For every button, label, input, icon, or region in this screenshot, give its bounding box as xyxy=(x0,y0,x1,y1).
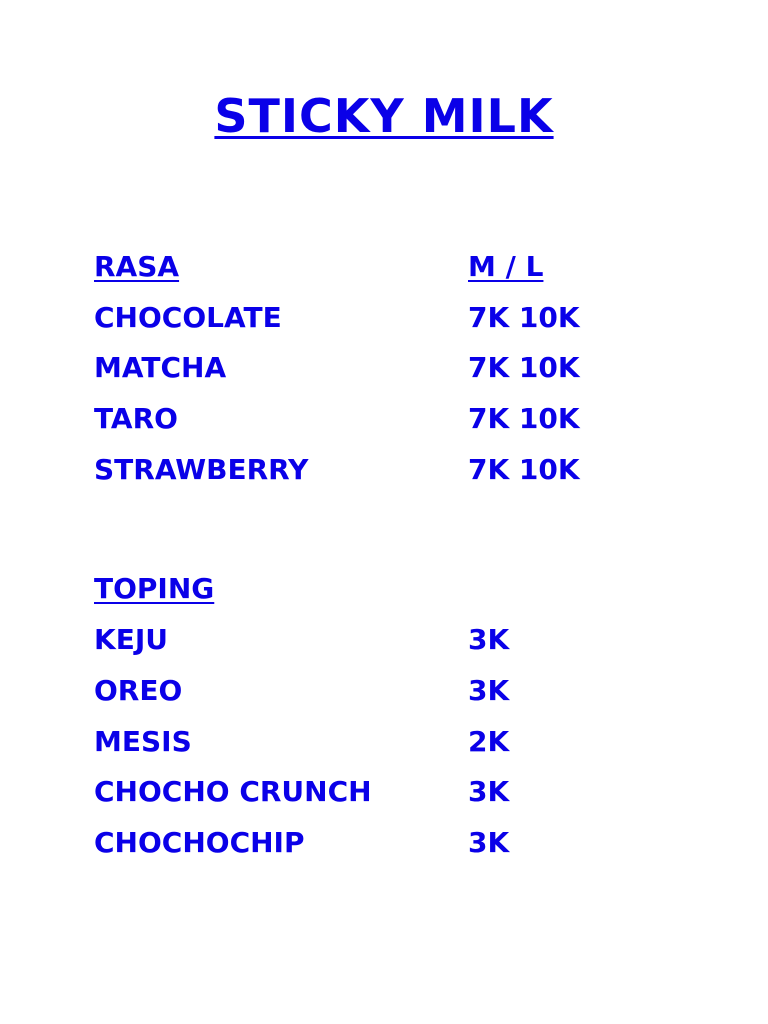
flavor-name: CHOCOLATE xyxy=(94,301,282,334)
toping-header-row xyxy=(94,569,694,609)
topping-name: CHOCHOCHIP xyxy=(94,826,305,859)
topping-name: MESIS xyxy=(94,725,192,758)
flavor-price: 7K 10K xyxy=(468,453,580,486)
menu-row xyxy=(94,348,694,388)
topping-price: 3K xyxy=(468,623,510,656)
flavor-price: 7K 10K xyxy=(468,301,580,334)
topping-price: 2K xyxy=(468,725,510,758)
topping-name: OREO xyxy=(94,674,183,707)
topping-price: 3K xyxy=(468,775,510,808)
flavor-name: STRAWBERRY xyxy=(94,453,309,486)
topping-name: CHOCHO CRUNCH xyxy=(94,775,372,808)
rasa-heading: RASA xyxy=(94,250,180,283)
menu-row xyxy=(94,399,694,439)
topping-price: 3K xyxy=(468,674,510,707)
flavor-price: 7K 10K xyxy=(468,351,580,384)
menu-row xyxy=(94,671,694,711)
toping-heading: TOPING xyxy=(94,572,215,605)
page-title: STICKY MILK xyxy=(214,89,554,143)
flavor-price: 7K 10K xyxy=(468,402,580,435)
menu-row xyxy=(94,450,694,490)
rasa-header-row xyxy=(94,247,694,287)
menu-row xyxy=(94,620,694,660)
menu-row xyxy=(94,298,694,338)
topping-price: 3K xyxy=(468,826,510,859)
menu-row xyxy=(94,722,694,762)
flavor-name: MATCHA xyxy=(94,351,227,384)
flavor-name: TARO xyxy=(94,402,178,435)
size-heading: M / L xyxy=(468,250,544,283)
menu-row xyxy=(94,823,694,863)
menu-row xyxy=(94,772,694,812)
topping-name: KEJU xyxy=(94,623,168,656)
